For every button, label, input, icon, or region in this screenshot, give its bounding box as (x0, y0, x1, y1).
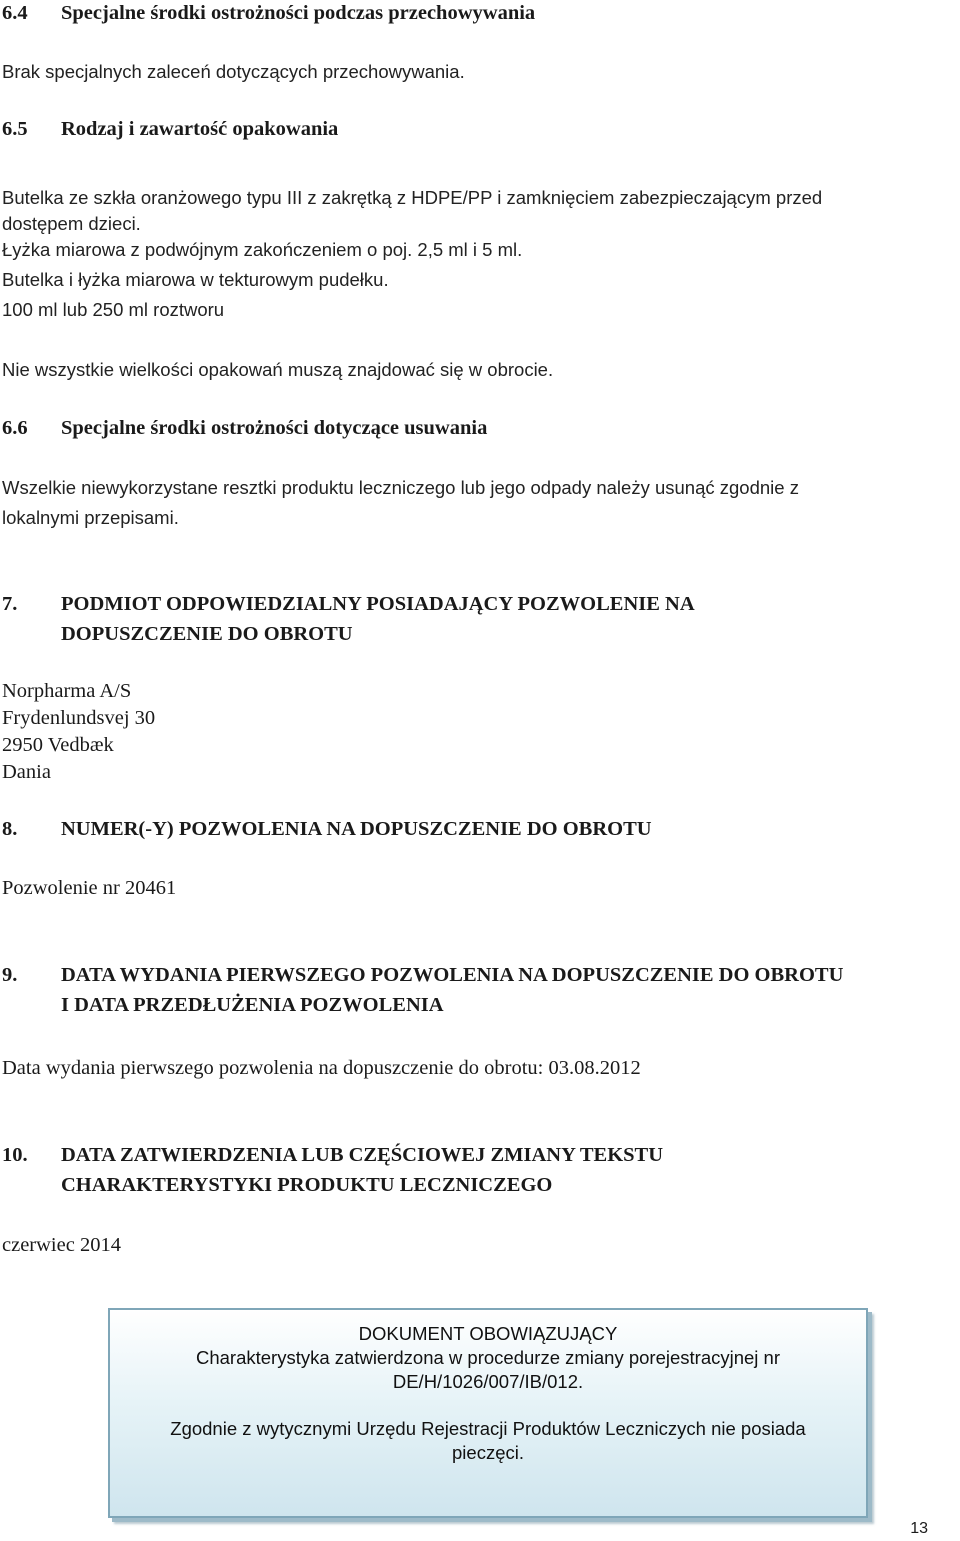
first-authorisation-date: Data wydania pierwszego pozwolenia na dopuszczenie do obrotu: 03.08.2012 (2, 1057, 641, 1079)
section-title: PODMIOT ODPOWIEDZIALNY POSIADAJĄCY POZWOLENIE NA (61, 593, 695, 615)
section-7-heading-cont (0, 621, 960, 651)
authorisation-number: Pozwolenie nr 20461 (2, 877, 177, 899)
section-6-5-heading (0, 116, 960, 146)
address-line: Dania (2, 761, 51, 783)
paragraph-line: Butelka i łyżka miarowa w tekturowym pudełku. (2, 269, 389, 290)
section-6-4-text: Brak specjalnych zaleceń dotyczących przechowywania. (2, 61, 465, 82)
section-10-heading (0, 1142, 960, 1172)
approval-notice-box (108, 1308, 868, 1518)
section-number: 10. (2, 1144, 28, 1166)
notice-line: DOKUMENT OBOWIĄZUJĄCY (358, 1323, 618, 1344)
paragraph-line: lokalnymi przepisami. (2, 507, 179, 528)
notice-line: Charakterystyka zatwierdzona w procedurze zmiany porejestracyjnej nr (195, 1347, 781, 1368)
section-title: CHARAKTERYSTYKI PRODUKTU LECZNICZEGO (61, 1174, 553, 1196)
section-9-heading-cont (0, 992, 960, 1022)
notice-line: DE/H/1026/007/IB/012. (392, 1371, 584, 1392)
address-line: Frydenlundsvej 30 (2, 707, 156, 729)
section-number: 6.6 (2, 417, 28, 439)
paragraph-line: dostępem dzieci. (2, 213, 141, 234)
section-title: NUMER(-Y) POZWOLENIA NA DOPUSZCZENIE DO OBROTU (61, 818, 652, 840)
section-9-heading (0, 962, 960, 992)
address-line: Norpharma A/S (2, 680, 132, 702)
notice-line: pieczęci. (452, 1442, 524, 1463)
paragraph-line: Łyżka miarowa z podwójnym zakończeniem o poj. 2,5 ml i 5 ml. (2, 239, 523, 260)
paragraph-line: Nie wszystkie wielkości opakowań muszą znajdować się w obrocie. (2, 359, 554, 380)
paragraph-line: 100 ml lub 250 ml roztworu (2, 299, 225, 320)
section-title: DOPUSZCZENIE DO OBROTU (61, 623, 353, 645)
section-title: DATA ZATWIERDZENIA LUB CZĘŚCIOWEJ ZMIANY TEKSTU (61, 1144, 664, 1166)
section-6-6-heading (0, 415, 960, 445)
section-title: I DATA PRZEDŁUŻENIA POZWOLENIA (61, 994, 444, 1016)
section-title: Specjalne środki ostrożności podczas przechowywania (61, 2, 536, 24)
section-number: 6.4 (2, 2, 28, 24)
section-number: 9. (2, 964, 18, 986)
section-8-heading (0, 816, 960, 846)
paragraph-line: Butelka ze szkła oranżowego typu III z zakrętką z HDPE/PP i zamknięciem zabezpieczającym przed (2, 187, 823, 208)
page-number: 13 (910, 1520, 928, 1537)
section-number: 7. (2, 593, 18, 615)
address-line: 2950 Vedbæk (2, 734, 114, 756)
section-title: Rodzaj i zawartość opakowania (61, 118, 339, 140)
section-title: Specjalne środki ostrożności dotyczące usuwania (61, 417, 488, 439)
revision-date: czerwiec 2014 (2, 1234, 121, 1256)
paragraph-line: Wszelkie niewykorzystane resztki produktu leczniczego lub jego odpady należy usunąć zgodnie z (2, 477, 799, 498)
section-number: 8. (2, 818, 18, 840)
notice-line: Zgodnie z wytycznymi Urzędu Rejestracji Produktów Leczniczych nie posiada (170, 1418, 806, 1439)
section-number: 6.5 (2, 118, 28, 140)
section-10-heading-cont (0, 1172, 960, 1202)
section-title: DATA WYDANIA PIERWSZEGO POZWOLENIA NA DOPUSZCZENIE DO OBROTU (61, 964, 844, 986)
section-6-4-heading (0, 0, 960, 30)
section-7-heading (0, 591, 960, 621)
